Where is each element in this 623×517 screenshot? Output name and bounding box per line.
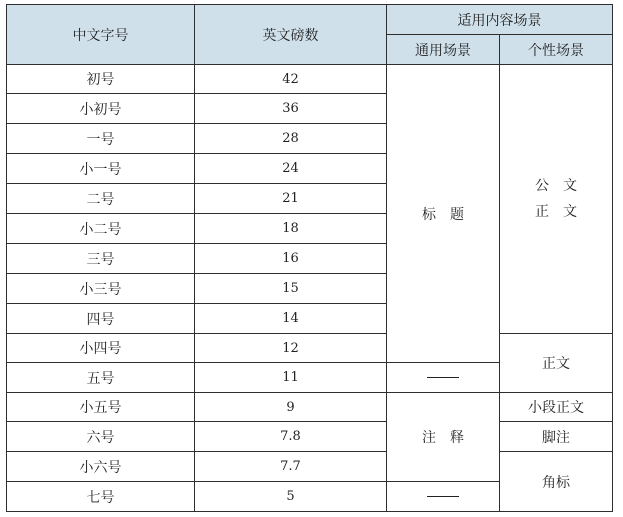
- header-general-scene: 通用场景: [387, 35, 500, 65]
- general-note-cell: 注 释: [387, 393, 500, 482]
- row-points: 12: [195, 334, 387, 363]
- row-name: 小二号: [7, 214, 195, 244]
- row-points: 7.8: [195, 422, 387, 452]
- general-dash-cell: [387, 482, 500, 512]
- personal-body-cell: 正文: [500, 334, 613, 393]
- row-points: 5: [195, 482, 387, 512]
- row-name: 小一号: [7, 154, 195, 184]
- row-name: 六号: [7, 422, 195, 452]
- header-english-points: 英文磅数: [195, 5, 387, 65]
- general-title-cell: 标 题: [387, 65, 500, 363]
- row-points: 42: [195, 65, 387, 94]
- row-points: 7.7: [195, 452, 387, 482]
- font-size-table: [6, 4, 613, 512]
- row-name: 一号: [7, 124, 195, 154]
- dash-mark: [427, 496, 459, 497]
- header-scene-group: 适用内容场景: [387, 5, 613, 35]
- row-name: 小六号: [7, 452, 195, 482]
- row-name: 初号: [7, 65, 195, 94]
- row-points: 15: [195, 274, 387, 304]
- row-points: 11: [195, 363, 387, 393]
- row-points: 16: [195, 244, 387, 274]
- row-points: 28: [195, 124, 387, 154]
- row-name: 小四号: [7, 334, 195, 363]
- personal-small-body-cell: 小段正文: [500, 393, 613, 422]
- general-dash-cell: [387, 363, 500, 393]
- row-points: 9: [195, 393, 387, 422]
- row-name: 二号: [7, 184, 195, 214]
- row-points: 14: [195, 304, 387, 334]
- row-points: 24: [195, 154, 387, 184]
- row-name: 五号: [7, 363, 195, 393]
- official-line-2: 正 文: [535, 204, 577, 220]
- official-line-1: 公 文: [535, 178, 577, 194]
- row-name: 小三号: [7, 274, 195, 304]
- personal-footnote-cell: 脚注: [500, 422, 613, 452]
- row-name: 四号: [7, 304, 195, 334]
- row-points: 18: [195, 214, 387, 244]
- row-points: 36: [195, 94, 387, 124]
- row-name: 小初号: [7, 94, 195, 124]
- row-name: 小五号: [7, 393, 195, 422]
- personal-corner-mark-cell: 角标: [500, 452, 613, 512]
- row-points: 21: [195, 184, 387, 214]
- dash-mark: [427, 377, 459, 378]
- header-personal-scene: 个性场景: [500, 35, 613, 65]
- personal-official-cell: [500, 65, 613, 334]
- row-name: 三号: [7, 244, 195, 274]
- header-chinese-size: 中文字号: [7, 5, 195, 65]
- row-name: 七号: [7, 482, 195, 512]
